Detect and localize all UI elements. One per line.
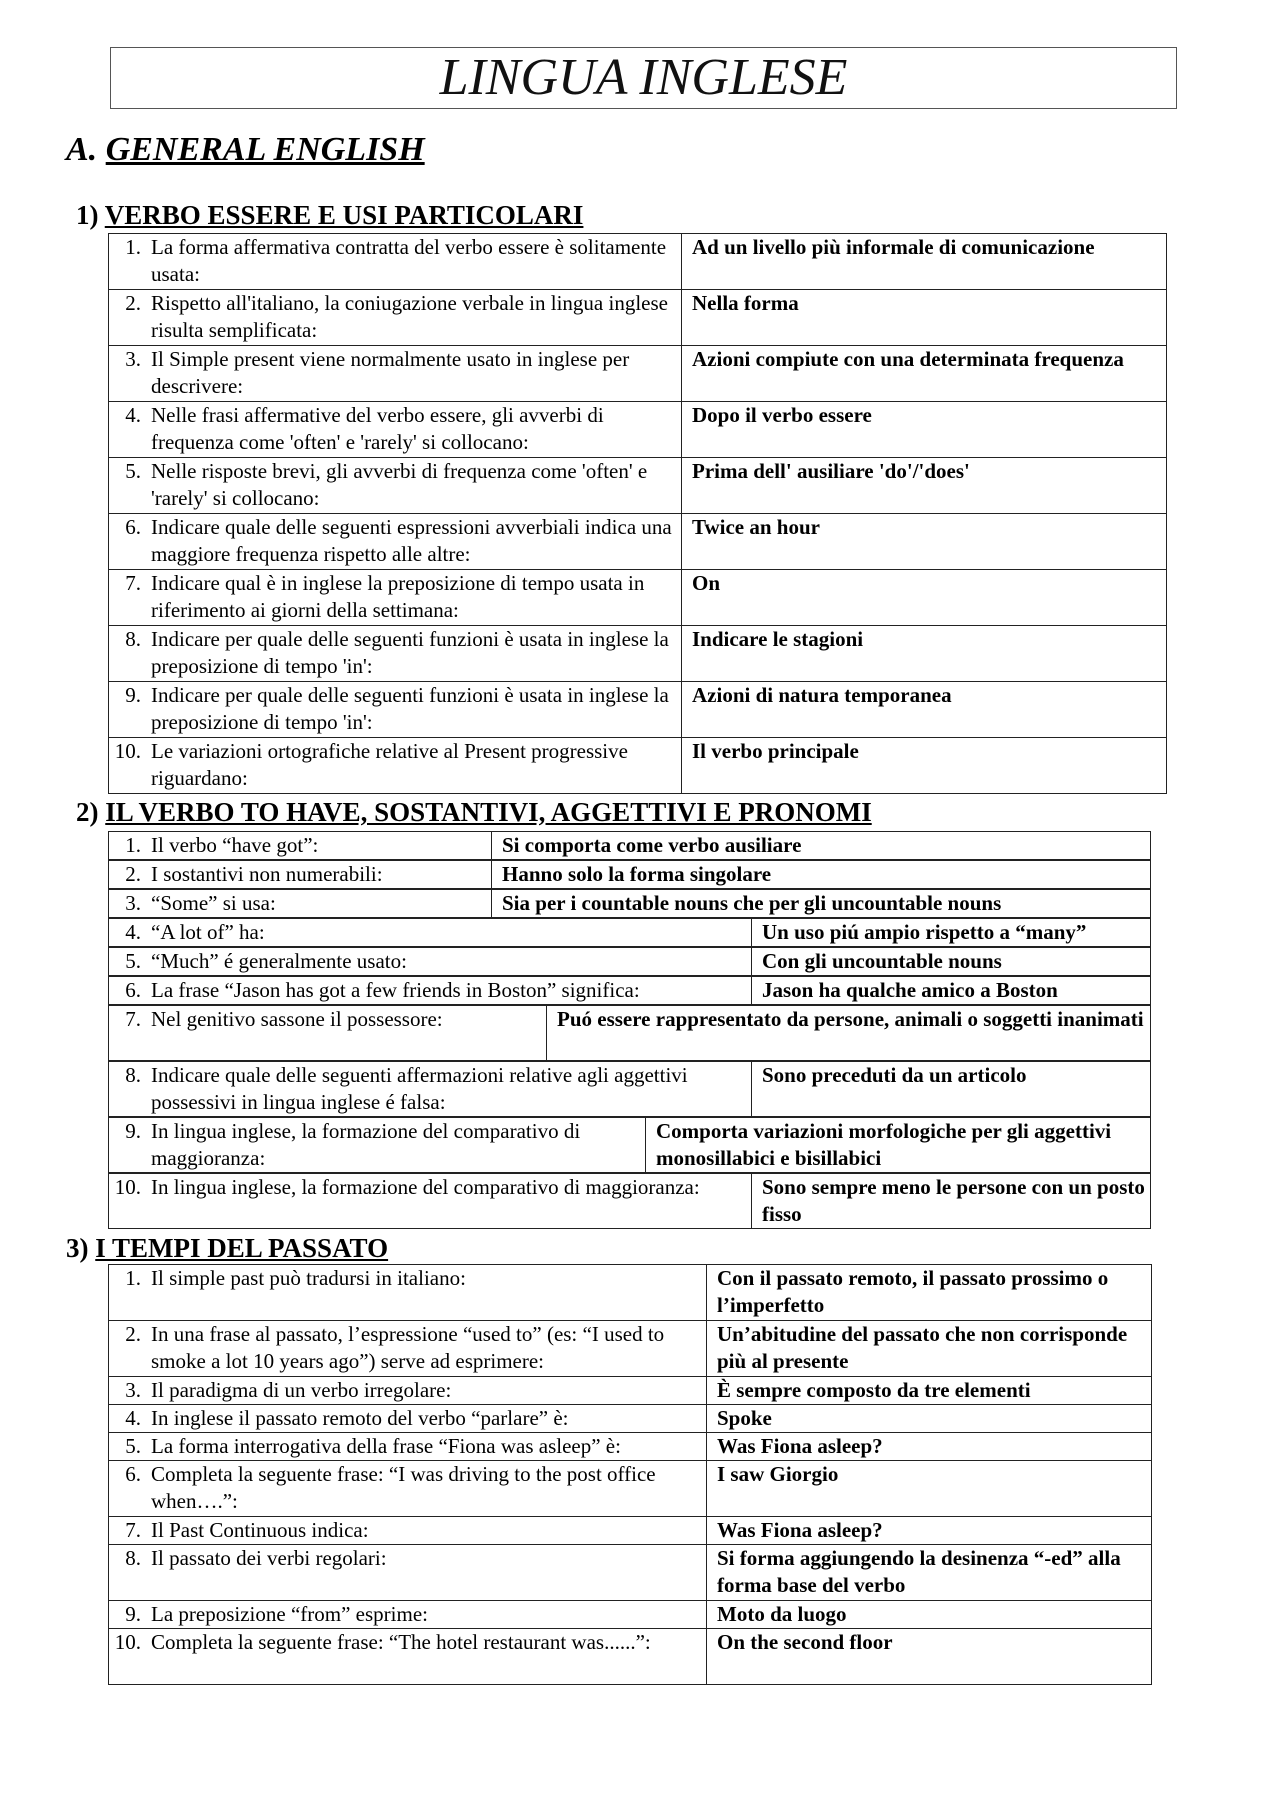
question-number: 2. <box>125 1322 141 1346</box>
section-heading-general-english <box>66 130 425 170</box>
answer-cell: Sono sempre meno le persone con un posto fisso <box>752 1174 1151 1229</box>
question-text: “Some” si usa: <box>151 891 276 915</box>
question-text: Le variazioni ortografiche relative al Present progressive riguardano: <box>151 739 628 790</box>
answer-cell: Prima dell' ausiliare 'do'/'does' <box>682 458 1167 514</box>
question-number: 3. <box>125 1378 141 1402</box>
question-text: Il passato dei verbi regolari: <box>151 1546 387 1570</box>
table-row <box>109 402 1167 458</box>
question-number: 3. <box>125 891 141 915</box>
answer-cell: Jason ha qualche amico a Boston <box>752 977 1151 1005</box>
question-cell <box>109 861 492 889</box>
answer-cell: Hanno solo la forma singolare <box>492 861 1151 889</box>
answer-cell: On <box>682 570 1167 626</box>
answer-cell: Nella forma <box>682 290 1167 346</box>
section-label: GENERAL ENGLISH <box>105 131 425 168</box>
table-row <box>109 290 1167 346</box>
question-text: In lingua inglese, la formazione del comparativo di maggioranza: <box>151 1119 581 1170</box>
question-text: Indicare quale delle seguenti espressioni avverbiali indica una maggiore frequenza rispetto alle altre: <box>151 515 672 566</box>
question-text: Il paradigma di un verbo irregolare: <box>151 1378 452 1402</box>
answer-cell: On the second floor <box>707 1629 1152 1685</box>
question-text: Nelle frasi affermative del verbo essere, gli avverbi di frequenza come 'often' e 'rarely' si collocano: <box>151 403 604 454</box>
question-cell <box>109 1006 547 1061</box>
answer-cell: Si comporta come verbo ausiliare <box>492 832 1151 860</box>
question-number: 8. <box>125 1063 141 1087</box>
qa-table-2 <box>108 831 1151 1229</box>
question-number: 9. <box>125 683 141 707</box>
question-cell <box>109 1629 707 1685</box>
question-number: 9. <box>125 1119 141 1143</box>
table-row <box>109 626 1167 682</box>
table-row <box>109 458 1167 514</box>
question-text: Il Past Continuous indica: <box>151 1518 369 1542</box>
answer-cell: Azioni di natura temporanea <box>682 682 1167 738</box>
table-row <box>108 1173 1151 1229</box>
question-number: 7. <box>125 1007 141 1031</box>
question-cell <box>109 1265 707 1321</box>
question-cell <box>109 458 682 514</box>
question-cell <box>109 1405 707 1433</box>
question-cell <box>109 290 682 346</box>
question-cell <box>109 682 682 738</box>
section-letter: A. <box>66 131 98 168</box>
page-title: LINGUA INGLESE <box>110 47 1177 109</box>
question-text: La frase “Jason has got a few friends in Boston” significa: <box>151 978 640 1002</box>
question-cell <box>109 1062 752 1117</box>
answer-cell: Con gli uncountable nouns <box>752 948 1151 976</box>
question-number: 10. <box>114 739 141 763</box>
question-cell <box>109 346 682 402</box>
question-text: Il verbo “have got”: <box>151 833 319 857</box>
table-row <box>109 346 1167 402</box>
question-text: Il simple past può tradursi in italiano: <box>151 1266 466 1290</box>
question-cell <box>109 514 682 570</box>
question-text: Nel genitivo sassone il possessore: <box>151 1007 443 1031</box>
answer-cell: Un’abitudine del passato che non corrisponde più al presente <box>707 1321 1152 1377</box>
question-text: Indicare quale delle seguenti affermazioni relative agli aggettivi possessivi in lingua inglese é falsa: <box>151 1063 688 1114</box>
answer-cell: Ad un livello più informale di comunicazione <box>682 234 1167 290</box>
question-cell <box>109 234 682 290</box>
table-row <box>108 1005 1151 1061</box>
question-cell <box>109 832 492 860</box>
table-row <box>109 1265 1152 1321</box>
table-row <box>109 738 1167 794</box>
table-row <box>109 1321 1152 1377</box>
table-row <box>108 831 1151 860</box>
question-text: Nelle risposte brevi, gli avverbi di frequenza come 'often' e 'rarely' si collocano: <box>151 459 648 510</box>
table-row <box>109 514 1167 570</box>
question-cell <box>109 948 752 976</box>
question-cell <box>109 1601 707 1629</box>
question-number: 6. <box>125 515 141 539</box>
question-text: In lingua inglese, la formazione del comparativo di maggioranza: <box>151 1175 700 1199</box>
table-row <box>108 918 1151 947</box>
question-number: 1. <box>125 235 141 259</box>
answer-cell: Azioni compiute con una determinata frequenza <box>682 346 1167 402</box>
question-cell <box>109 1517 707 1545</box>
answer-cell: Con il passato remoto, il passato prossimo o l’imperfetto <box>707 1265 1152 1321</box>
answer-cell: Spoke <box>707 1405 1152 1433</box>
qa-table-1 <box>108 233 1167 794</box>
question-number: 4. <box>125 1406 141 1430</box>
table-row <box>109 234 1167 290</box>
question-cell <box>109 890 492 918</box>
question-text: “Much” é generalmente usato: <box>151 949 407 973</box>
table-row <box>108 976 1151 1005</box>
question-cell <box>109 1545 707 1601</box>
subsection-number: 1) <box>76 200 99 230</box>
answer-cell: I saw Giorgio <box>707 1461 1152 1517</box>
answer-cell: Was Fiona asleep? <box>707 1433 1152 1461</box>
question-cell <box>109 1118 646 1173</box>
table-row <box>108 860 1151 889</box>
question-text: La forma interrogativa della frase “Fiona was asleep” è: <box>151 1434 621 1458</box>
question-cell <box>109 1321 707 1377</box>
question-number: 10. <box>114 1175 141 1199</box>
subsection-title: I TEMPI DEL PASSATO <box>95 1233 389 1263</box>
question-text: Il Simple present viene normalmente usato in inglese per descrivere: <box>151 347 630 398</box>
table-row <box>108 947 1151 976</box>
question-number: 1. <box>125 833 141 857</box>
question-number: 5. <box>125 459 141 483</box>
table-row <box>109 1629 1152 1685</box>
question-text: Indicare per quale delle seguenti funzioni è usata in inglese la preposizione di tempo 'in': <box>151 683 669 734</box>
question-cell <box>109 977 752 1005</box>
question-number: 6. <box>125 1462 141 1486</box>
question-cell <box>109 1461 707 1517</box>
question-text: Indicare qual è in inglese la preposizione di tempo usata in riferimento ai giorni della settimana: <box>151 571 645 622</box>
question-number: 6. <box>125 978 141 1002</box>
question-number: 5. <box>125 949 141 973</box>
answer-cell: Moto da luogo <box>707 1601 1152 1629</box>
question-cell <box>109 919 752 947</box>
table-row <box>109 682 1167 738</box>
table-row <box>109 1517 1152 1545</box>
table-row <box>109 1601 1152 1629</box>
question-cell <box>109 402 682 458</box>
question-number: 4. <box>125 403 141 427</box>
question-cell <box>109 626 682 682</box>
answer-cell: Twice an hour <box>682 514 1167 570</box>
answer-cell: Comporta variazioni morfologiche per gli aggettivi monosillabici e bisillabici <box>646 1118 1151 1173</box>
table-row <box>108 889 1151 918</box>
question-text: I sostantivi non numerabili: <box>151 862 383 886</box>
subsection-number: 3) <box>66 1233 89 1263</box>
question-number: 7. <box>125 1518 141 1542</box>
question-text: La forma affermativa contratta del verbo essere è solitamente usata: <box>151 235 667 286</box>
subsection-heading-3 <box>66 1232 388 1264</box>
table-row <box>109 1377 1152 1405</box>
question-cell <box>109 738 682 794</box>
table-row <box>109 1461 1152 1517</box>
table-row <box>109 570 1167 626</box>
question-text: In una frase al passato, l’espressione “used to” (es: “I used to smoke a lot 10 years ago”) serve ad esprimere: <box>151 1322 665 1373</box>
answer-cell: Was Fiona asleep? <box>707 1517 1152 1545</box>
question-number: 10. <box>114 1630 141 1654</box>
subsection-heading-1 <box>76 199 583 231</box>
question-number: 8. <box>125 627 141 651</box>
table-row <box>108 1117 1151 1173</box>
answer-cell: Si forma aggiungendo la desinenza “-ed” alla forma base del verbo <box>707 1545 1152 1601</box>
table-row <box>109 1405 1152 1433</box>
answer-cell: Sia per i countable nouns che per gli uncountable nouns <box>492 890 1151 918</box>
question-text: Completa la seguente frase: “The hotel restaurant was......”: <box>151 1630 651 1654</box>
question-text: Indicare per quale delle seguenti funzioni è usata in inglese la preposizione di tempo 'in': <box>151 627 669 678</box>
question-number: 5. <box>125 1434 141 1458</box>
question-text: “A lot of” ha: <box>151 920 265 944</box>
question-text: In inglese il passato remoto del verbo “parlare” è: <box>151 1406 569 1430</box>
answer-cell: Indicare le stagioni <box>682 626 1167 682</box>
qa-table-3 <box>108 1264 1152 1685</box>
answer-cell: Dopo il verbo essere <box>682 402 1167 458</box>
question-number: 9. <box>125 1602 141 1626</box>
table-row <box>109 1433 1152 1461</box>
answer-cell: Sono preceduti da un articolo <box>752 1062 1151 1117</box>
question-cell <box>109 1433 707 1461</box>
answer-cell: Il verbo principale <box>682 738 1167 794</box>
question-number: 3. <box>125 347 141 371</box>
question-number: 4. <box>125 920 141 944</box>
question-text: La preposizione “from” esprime: <box>151 1602 428 1626</box>
question-number: 8. <box>125 1546 141 1570</box>
question-cell <box>109 570 682 626</box>
subsection-number: 2) <box>76 797 99 827</box>
answer-cell: Puó essere rappresentato da persone, animali o soggetti inanimati <box>547 1006 1151 1061</box>
question-text: Completa la seguente frase: “I was driving to the post office when….”: <box>151 1462 656 1513</box>
question-number: 1. <box>125 1266 141 1290</box>
question-cell <box>109 1174 752 1229</box>
question-number: 2. <box>125 862 141 886</box>
subsection-title: IL VERBO TO HAVE, SOSTANTIVI, AGGETTIVI E PRONOMI <box>105 797 872 827</box>
question-number: 7. <box>125 571 141 595</box>
question-text: Rispetto all'italiano, la coniugazione verbale in lingua inglese risulta semplificata: <box>151 291 668 342</box>
question-number: 2. <box>125 291 141 315</box>
table-row <box>108 1061 1151 1117</box>
table-row <box>109 1545 1152 1601</box>
question-cell <box>109 1377 707 1405</box>
answer-cell: Un uso piú ampio rispetto a “many” <box>752 919 1151 947</box>
answer-cell: È sempre composto da tre elementi <box>707 1377 1152 1405</box>
subsection-heading-2 <box>76 796 872 828</box>
subsection-title: VERBO ESSERE E USI PARTICOLARI <box>104 200 584 230</box>
